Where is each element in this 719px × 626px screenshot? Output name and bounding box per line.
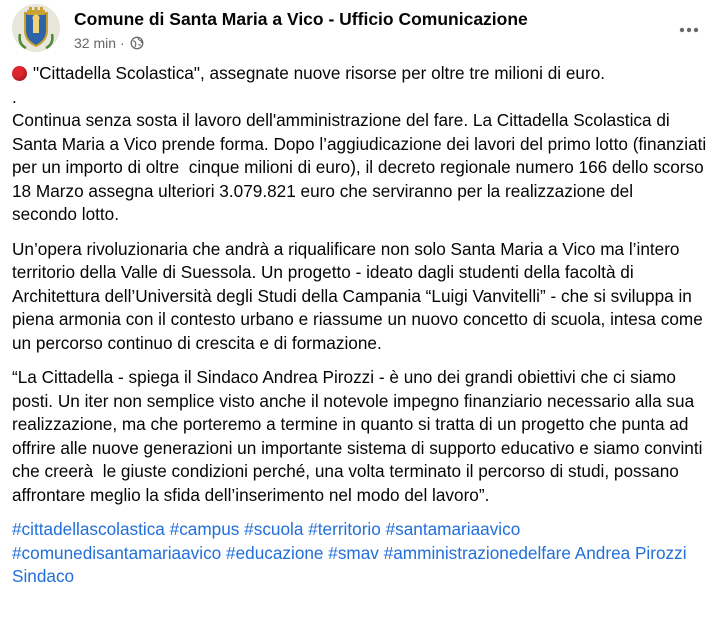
headline-text: "Cittadella Scolastica", assegnate nuove risorse per oltre tre milioni di euro. [33, 63, 606, 83]
hashtag-link[interactable]: #campus [169, 519, 240, 539]
paragraph-3: “La Cittadella - spiega il Sindaco Andrea Pirozzi - è uno dei grandi obiettivi che ci siamo posti. Un iter non semplice visto anche il notevole impegno finanziario necessario alla sua realizzazione, ma che porteremo a termine in quanto si tratta di un progetto che punta ad offrire alle nuove generazioni un importante sistema di supporto educativo e siamo convinti che creerà le giuste condizioni perché, una volta terminato il percorso di studi, possano affrontare meglio la sfida dell’inserimento nel modo del lavoro”. [12, 367, 708, 505]
hashtag-link[interactable]: #cittadellascolastica [12, 519, 165, 539]
meta-separator: · [120, 35, 125, 51]
hashtag-link[interactable]: #educazione [226, 542, 324, 563]
trailing-text: Andrea Pirozzi Sindaco [12, 542, 692, 586]
headline-line [12, 62, 707, 86]
hashtag-link[interactable]: #smav [328, 542, 379, 563]
post-header [12, 4, 707, 60]
hashtags-line [12, 518, 707, 589]
paragraph-2: Un’opera rivoluzionaria che andrà a riqualificare non solo Santa Maria a Vico ma l’intero territorio della Valle di Suessola. Un progetto - ideato dagli studenti della facoltà di Architettura dell’Università degli Studi della Campania “Luigi Vanvitelli” - che si sviluppa in piena armonia con il contesto urbano e riassume un nuovo concetto di scuola, intesa come un percorso continuo di crescita e di formazione. [12, 238, 708, 353]
hashtag-link[interactable]: #comunedisantamariaavico [12, 542, 222, 563]
dot-line: . [12, 86, 17, 107]
hashtag-link[interactable]: #scuola [244, 519, 304, 539]
avatar[interactable] [12, 4, 60, 52]
globe-icon[interactable] [130, 36, 144, 50]
page-name-link[interactable]: Comune di Santa Maria a Vico - Ufficio Comunicazione [74, 9, 528, 29]
more-dots-icon [679, 27, 699, 33]
more-options-button[interactable] [671, 16, 707, 44]
hashtag-link[interactable]: #santamariaavico [385, 519, 521, 539]
hashtag-link[interactable]: #territorio [308, 519, 381, 539]
hashtag-link[interactable]: #amministrazionedelfare [383, 542, 571, 563]
timestamp-link[interactable]: 32 min [74, 35, 117, 51]
red-circle-icon [12, 66, 27, 81]
post-meta [74, 35, 144, 51]
post-body [12, 62, 712, 600]
paragraph-1: Continua senza sosta il lavoro dell'amministrazione del fare. La Cittadella Scolastica di Santa Maria a Vico prende forma. Dopo l’aggiudicazione dei lavori del primo lotto (finanziati per un importo di oltre cinque milioni di euro), il decreto regionale numero 166 dello scorso 18 Marzo assegna ulteriori 3.079.821 euro che serviranno per la realizzazione del secondo lotto. [12, 110, 712, 224]
coat-of-arms-icon [12, 4, 60, 52]
